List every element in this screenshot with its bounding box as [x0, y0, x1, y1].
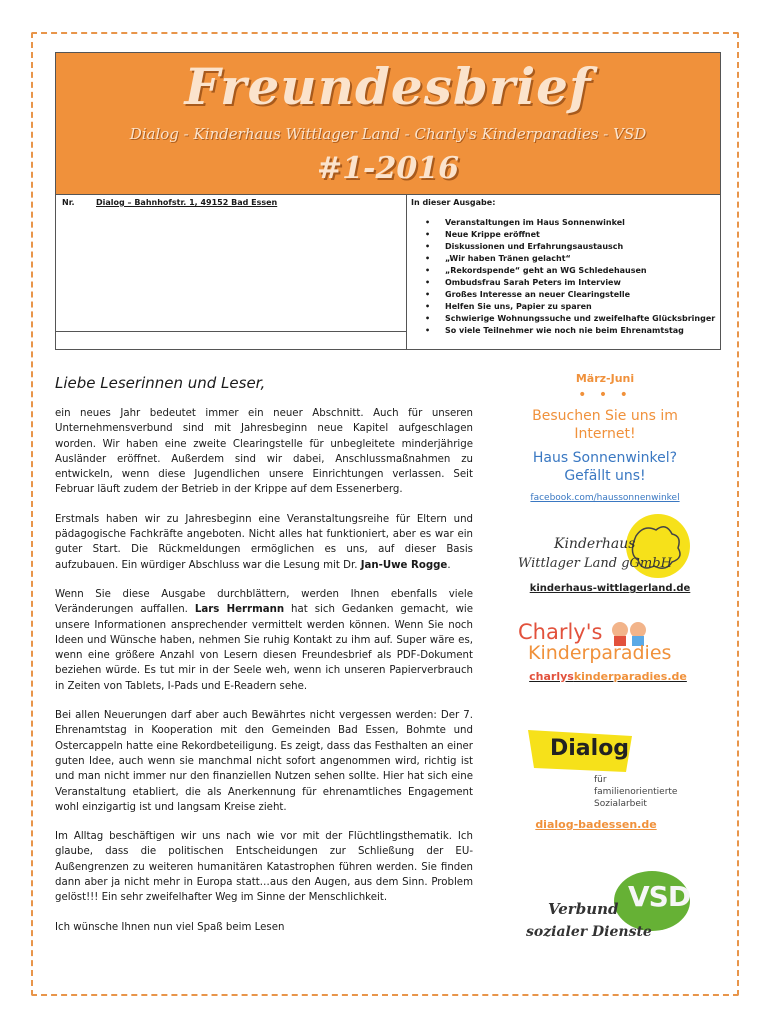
address-divider	[56, 331, 406, 332]
dialog-logo	[528, 730, 698, 815]
masthead-banner	[56, 53, 720, 194]
charlys-logo-line2: Kinderparadies	[528, 642, 672, 664]
paragraph-text: Wenn Sie diese Ausgabe durchblättern, werden Ihnen ebenfalls viele Veränderungen auffallen.	[55, 588, 473, 616]
person-name: Jan-Uwe Rogge	[360, 559, 448, 571]
facebook-like-text: Haus Sonnenwinkel? Gefällt uns!	[532, 450, 678, 484]
letter-closing: Ich wünsche Ihnen nun viel Spaß beim Lesen	[55, 921, 285, 933]
dialog-tagline-line: familienorientierte	[594, 787, 678, 797]
letter-paragraph: ein neues Jahr bedeutet immer ein neuer Abschnitt. Auch für unseren Unternehmensverbund sind mit Jahresbeginn neue Kapitel aufgeschlagen worden. Wir haben eine zweite Clearingstelle für unbegleitete minderjährige Ausländer eröffnet. Außerdem sind wir dabei, Anschlussmaßnahmen zu entwickeln, wenn diese Jugendlichen unsere Einrichtungen verlassen. Seit Februar läuft zudem der Betrieb in der Krippe auf dem Essenerberg.	[55, 408, 473, 496]
dots-divider: • • •	[578, 387, 632, 403]
dialog-link[interactable]: dialog-badessen.de	[535, 818, 657, 831]
dialog-tagline-line: Sozialarbeit	[594, 799, 647, 809]
paragraph-text: .	[447, 559, 451, 571]
charlys-logo	[518, 620, 703, 670]
contents-item: • „Wir haben Tränen gelacht“	[411, 253, 715, 265]
sender-address: Dialog – Bahnhofstr. 1, 49152 Bad Essen	[96, 198, 278, 207]
contents-item: • Großes Interesse an neuer Clearingstelle	[411, 289, 715, 301]
kinderhaus-logo	[512, 514, 702, 586]
vsd-logo-line2: sozialer Dienste	[526, 924, 652, 940]
charlys-link-part: charlys	[529, 670, 574, 683]
contents-item: • „Rekordspende“ geht an WG Schledehausen	[411, 265, 715, 277]
facebook-link[interactable]: facebook.com/haussonnenwinkel	[530, 493, 680, 503]
visit-us-text: Besuchen Sie uns im Internet!	[532, 408, 678, 442]
issue-number: #1-2016	[317, 151, 459, 186]
dialog-logo-title: Dialog	[550, 736, 630, 761]
letter-body	[55, 406, 473, 949]
kinderhaus-logo-line1: Kinderhaus	[554, 536, 636, 552]
contents-item: • Neue Krippe eröffnet	[411, 229, 715, 241]
dialog-tagline-line: für	[594, 775, 607, 785]
contents-item: • So viele Teilnehmer wie noch nie beim Ehrenamtstag	[411, 325, 715, 337]
masthead-box	[55, 52, 721, 350]
paragraph-text: Erstmals haben wir zu Jahresbeginn eine Veranstaltungsreihe für Eltern und pädagogische Fachkräfte angeboten. Nicht alles hat funktioniert, aber es war ein guter Start. Die Rückmeldungen ermöglichen es uns, auf dieser Basis aufzubauen. Ein würdiger Abschluss war die Lesung mit Dr.	[55, 513, 473, 571]
season-label: März-Juni	[575, 372, 635, 385]
contents-item: • Helfen Sie uns, Papier zu sparen	[411, 301, 715, 313]
charlys-link[interactable]	[518, 670, 698, 683]
masthead-title: Freundesbrief	[184, 57, 592, 116]
vsd-logo-line1: Verbund	[548, 900, 619, 918]
address-panel	[56, 195, 407, 350]
info-row	[56, 194, 720, 350]
contents-item: • Ombudsfrau Sarah Peters im Interview	[411, 277, 715, 289]
contents-item: • Veranstaltungen im Haus Sonnenwinkel	[411, 217, 715, 229]
sidebar	[510, 372, 700, 503]
contents-title: In dieser Ausgabe:	[411, 198, 496, 207]
letter-greeting: Liebe Leserinnen und Leser,	[55, 374, 266, 392]
contents-list	[411, 217, 715, 337]
masthead-subtitle: Dialog - Kinderhaus Wittlager Land - Charly's Kinderparadies - VSD	[129, 125, 647, 143]
kinderhaus-link[interactable]: kinderhaus-wittlagerland.de	[529, 583, 691, 594]
charlys-link-part: kinderparadies.de	[573, 670, 687, 683]
dialog-logo-tagline	[594, 774, 677, 810]
person-name: Lars Herrmann	[194, 604, 285, 616]
letter-paragraph	[55, 512, 473, 573]
contents-item: • Schwierige Wohnungssuche und zweifelhafte Glücksbringer	[411, 313, 715, 325]
paragraph-text: hat sich Gedanken gemacht, wie unsere Informationen ansprechender vermittelt werden können. Wenn Sie noch Ideen und Wünsche haben, nehmen Sie ruhig Kontakt zu ihm auf. Super wäre es, wenn eine größere Anzahl von Lesern diesen Freundesbrief als PDF-Dokument beziehen würde. Es tut mir in der Seele weh, wenn ich unseren Papierverbrauch in Zeiten von Tablets, I-Pads und E-Readern sehe.	[55, 604, 474, 692]
letter-paragraph	[55, 587, 473, 694]
letter-paragraph: Bei allen Neuerungen darf aber auch Bewährtes nicht vergessen werden: Der 7. Ehrenamtstag in Kooperation mit den Gemeinden Bad Essen, Bohmte und Ostercappeln hatte eine Rekordbeteiligung. Es zeigt, dass das Festhalten an einer guten Idee, auch wenn sie manchmal nicht sofort angenommen wird, richtig ist und man nicht immer nur den finanziellen Nutzen sehen sollte. Hier hat sich eine Veranstaltung etabliert, die als Anerkennung für ehrenamtliches Engagement wohl einzigartig ist und langsam Kreise zieht.	[55, 710, 473, 813]
vsd-logo	[520, 870, 700, 950]
contents-item: • Diskussionen und Erfahrungsaustausch	[411, 241, 715, 253]
kinderhaus-logo-line2: Wittlager Land gGmbH	[518, 556, 672, 571]
nr-label: Nr.	[62, 198, 75, 207]
letter-paragraph: Im Alltag beschäftigen wir uns nach wie vor mit der Flüchtlingsthematik. Ich glaube, dass die politischen Entscheidungen zur Schließung der EU-Außengrenzen zu weiteren humanitären Katastrophen führen werden. Sie finden dann aber ja nicht mehr in Europa statt…aus den Augen, aus dem Sinn. Problem gelöst!!! Ein sehr zweifelhafter Weg im Sinne der Menschlichkeit.	[55, 831, 473, 904]
vsd-logo-letters: VSD	[628, 880, 691, 913]
charlys-logo-line1: Charly's	[518, 620, 603, 644]
